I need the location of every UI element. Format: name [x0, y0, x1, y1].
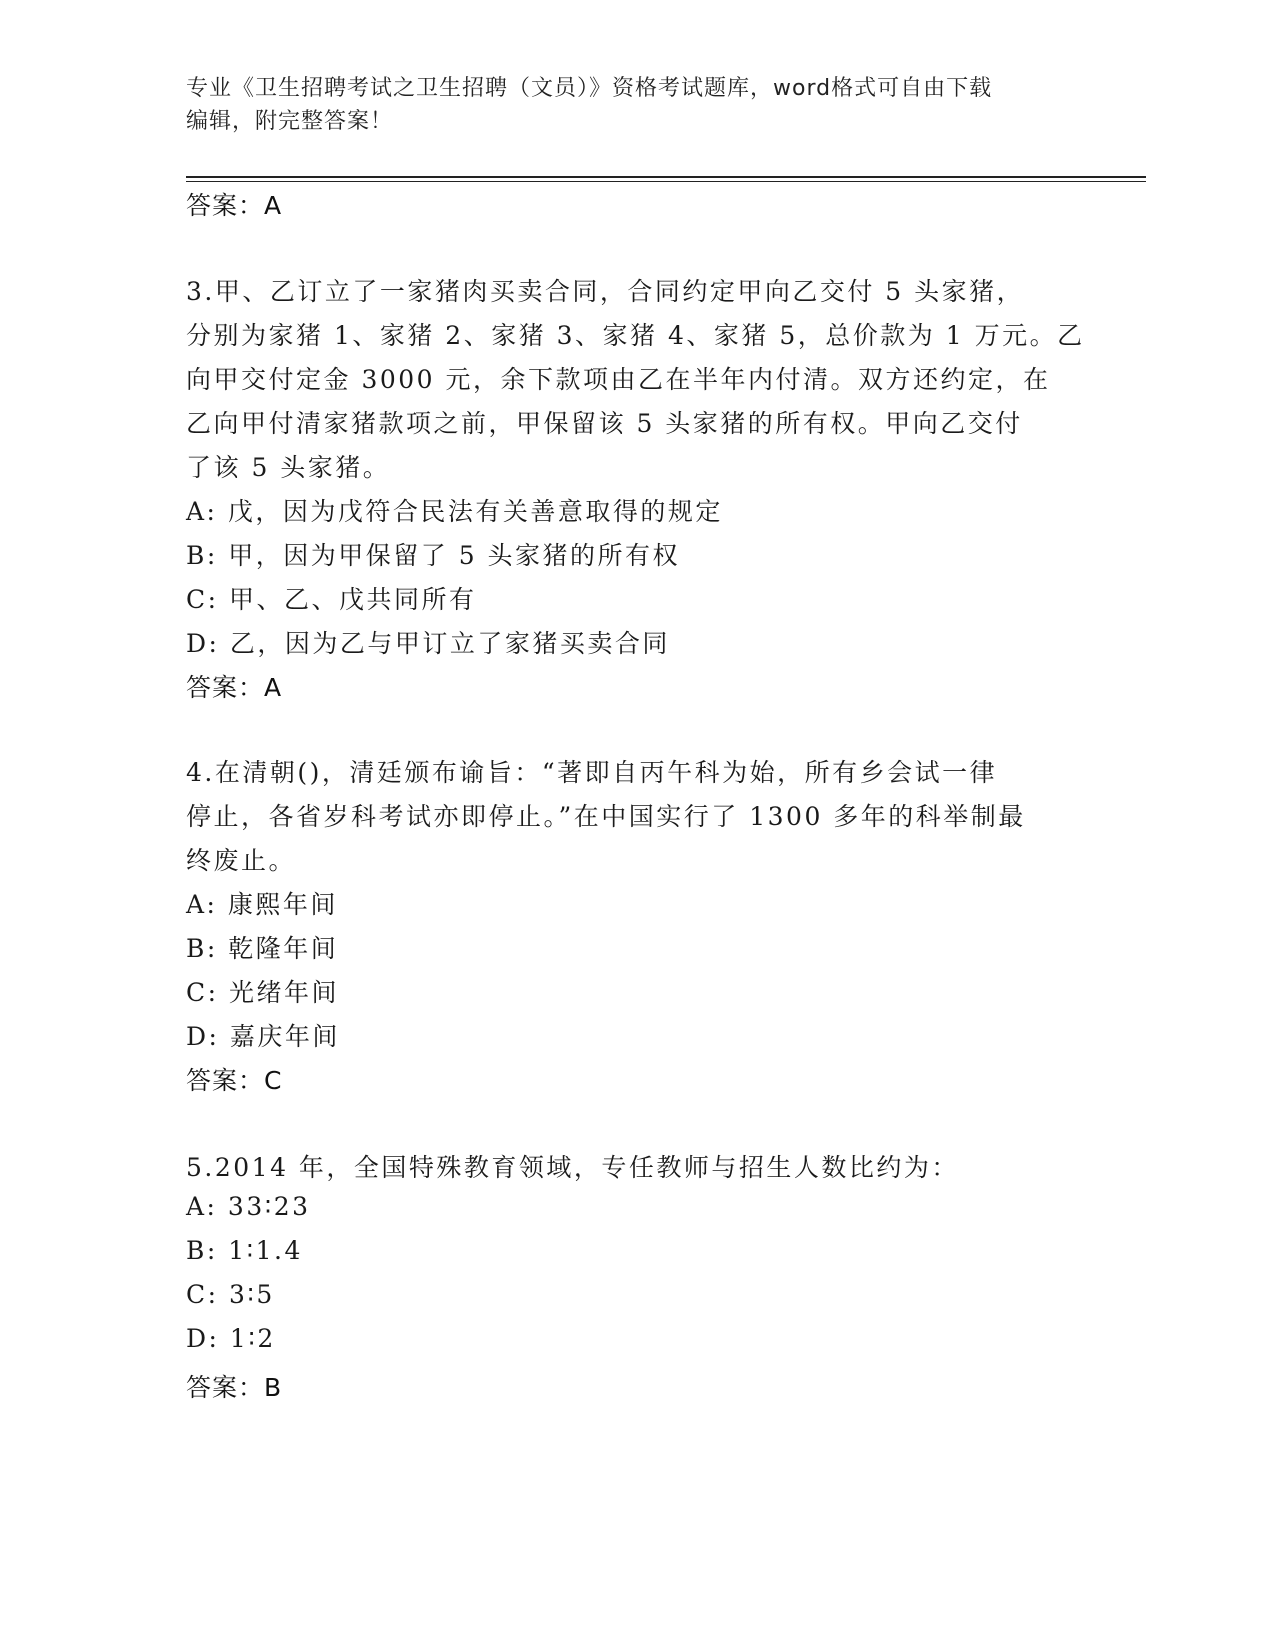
page-header	[186, 72, 1066, 138]
header-divider	[186, 176, 1146, 178]
q4-text-line: 停止，各省岁科考试亦即停止。”在中国实行了 1300 多年的科举制最	[186, 802, 1026, 831]
q4-option-c: C: 光绪年间	[186, 978, 339, 1007]
q5-answer: 答案：B	[186, 1373, 283, 1402]
q3-text-line: 3.甲、乙订立了一家猪肉买卖合同，合同约定甲向乙交付 5 头家猪，	[186, 277, 1025, 306]
q4-option-d: D: 嘉庆年间	[186, 1022, 340, 1051]
q4-text-line: 终废止。	[186, 846, 297, 875]
q5-option-c: C: 3∶5	[186, 1280, 275, 1309]
q5-option-d: D: 1∶2	[186, 1324, 276, 1353]
q3-text-line: 向甲交付定金 3000 元，余下款项由乙在半年内付清。双方还约定，在	[186, 365, 1051, 394]
previous-answer: 答案：A	[186, 191, 283, 220]
q3-text-line: 分别为家猪 1、家猪 2、家猪 3、家猪 4、家猪 5，总价款为 1 万元。乙	[186, 321, 1085, 350]
header-divider-thin	[186, 181, 1146, 182]
q3-option-b: B: 甲，因为甲保留了 5 头家猪的所有权	[186, 541, 681, 570]
header-line-1: 专业《卫生招聘考试之卫生招聘（文员）》资格考试题库，word格式可自由下载	[186, 76, 993, 101]
q5-option-a: A: 33∶23	[186, 1192, 311, 1221]
q4-option-a: A: 康熙年间	[186, 890, 338, 919]
q4-text-line: 4.在清朝()，清廷颁布谕旨：“著即自丙午科为始，所有乡会试一律	[186, 758, 998, 787]
q4-answer: 答案：C	[186, 1066, 283, 1095]
q5-text-line: 5.2014 年，全国特殊教育领域，专任教师与招生人数比约为：	[186, 1153, 959, 1182]
q3-text-line: 了该 5 头家猪。	[186, 453, 391, 482]
q3-option-d: D: 乙，因为乙与甲订立了家猪买卖合同	[186, 629, 670, 658]
q3-option-c: C: 甲、乙、戊共同所有	[186, 585, 477, 614]
q4-option-b: B: 乾隆年间	[186, 934, 339, 963]
q3-text-line: 乙向甲付清家猪款项之前，甲保留该 5 头家猪的所有权。甲向乙交付	[186, 409, 1023, 438]
q3-option-a: A: 戊，因为戊符合民法有关善意取得的规定	[186, 497, 723, 526]
q5-option-b: B: 1∶1.4	[186, 1236, 303, 1265]
header-line-2: 编辑，附完整答案！	[186, 109, 394, 134]
q3-answer: 答案：A	[186, 673, 283, 702]
